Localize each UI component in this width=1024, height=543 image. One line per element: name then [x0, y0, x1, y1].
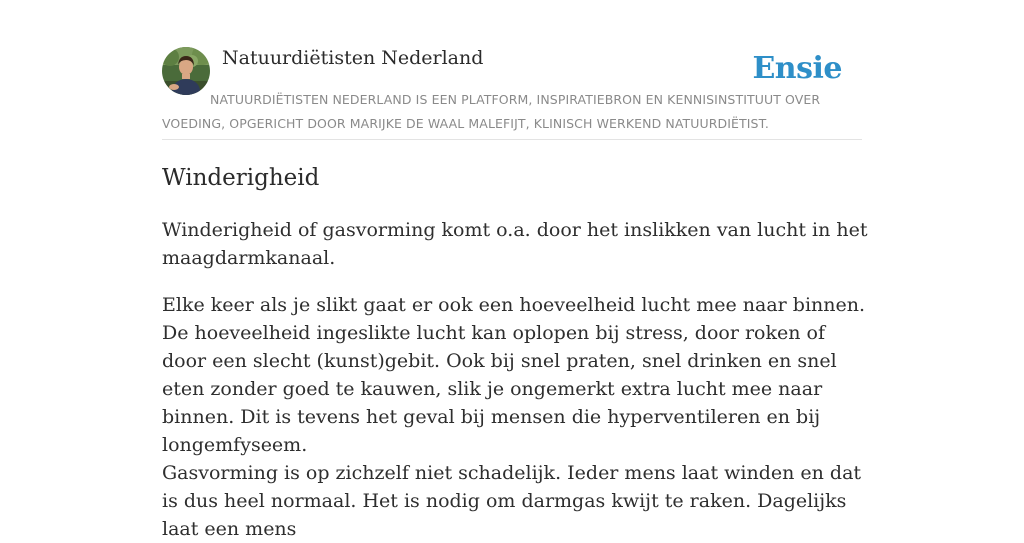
brand-logo[interactable]: Ensie: [752, 51, 842, 86]
site-name[interactable]: Natuurdiëtisten Nederland: [222, 47, 484, 69]
page-container: [162, 0, 868, 540]
article-paragraph: Elke keer als je slikt gaat er ook een hoeveelheid lucht mee naar binnen. De hoeveelheid ingeslikte lucht kan oplopen bij stress, door roken of door een slecht (kunst)gebit. Ook bij snel praten, snel drinken en snel eten zonder goed te kauwen, slik je ongemerkt extra lucht mee naar binnen. Dit is tevens het geval bij mensen die hyperventileren en bij longemfyseem.: [162, 294, 866, 456]
site-tagline: NATUURDIËTISTEN NEDERLAND IS EEN PLATFORM, INSPIRATIEBRON EN KENNISINSTITUUT OVER VOEDING, OPGERICHT DOOR MARIJKE DE WAAL MALEFIJT, KLINISCH WERKEND NATUURDIËTIST.: [162, 92, 821, 131]
page-title: Winderigheid: [162, 165, 320, 191]
article-paragraph: Winderigheid of gasvorming komt o.a. door het inslikken van lucht in het maagdarmkanaal.: [162, 219, 868, 269]
article-paragraph: Gasvorming is op zichzelf niet schadelijk. Ieder mens laat winden en dat is dus heel normaal. Het is nodig om darmgas kwijt te raken. Dagelijks laat een mens: [162, 462, 862, 540]
header: [162, 0, 862, 140]
